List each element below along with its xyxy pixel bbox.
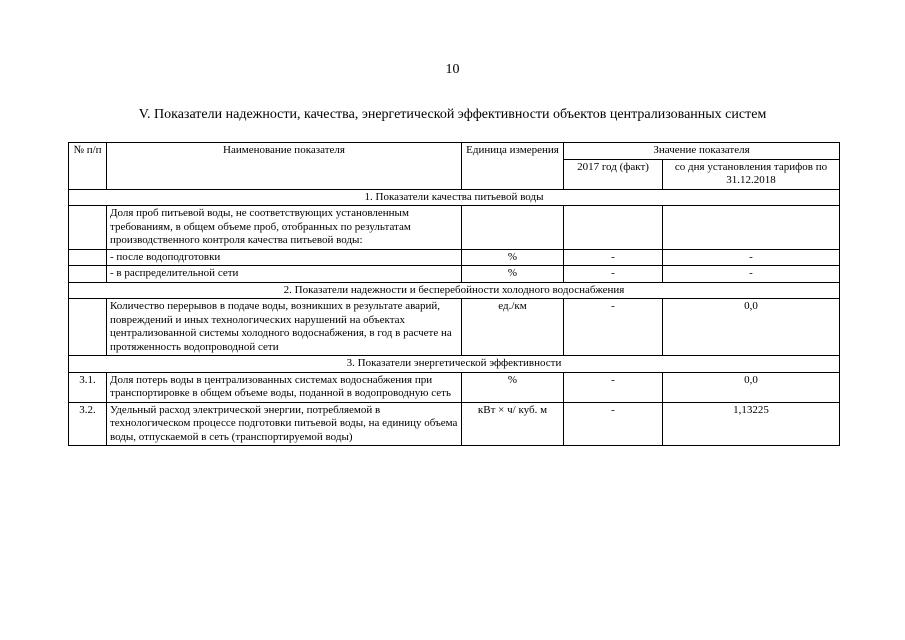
- indicator-unit: кВт × ч/ куб. м: [462, 402, 564, 446]
- value-2017: -: [564, 299, 663, 356]
- indicator-name: Удельный расход электрической энергии, потребляемой в технологическом процессе подготовки питьевой воды, на единицу объема воды, отпускаемой в сеть (транспортируемой воды): [107, 402, 462, 446]
- table-row: [69, 249, 840, 266]
- value-tariff: -: [663, 266, 840, 283]
- indicator-name: Количество перерывов в подаче воды, возникших в результате аварий, повреждений и иных технологических нарушений на объектах централизованной системы холодного водоснабжения, в год в расчете на протяженность водопроводной сети: [107, 299, 462, 356]
- value-2017: -: [564, 249, 663, 266]
- group-row: [69, 189, 840, 206]
- header-value-2017: 2017 год (факт): [564, 159, 663, 189]
- header-value-tariff: со дня установления тарифов по 31.12.2018: [663, 159, 840, 189]
- group-title: 1. Показатели качества питьевой воды: [69, 189, 840, 206]
- row-number: 3.1.: [69, 372, 107, 402]
- table-row: [69, 266, 840, 283]
- value-tariff: 0,0: [663, 299, 840, 356]
- indicator-name: - после водоподготовки: [107, 249, 462, 266]
- value-tariff: -: [663, 249, 840, 266]
- indicator-unit: %: [462, 266, 564, 283]
- indicator-unit: ед./км: [462, 299, 564, 356]
- value-tariff: 0,0: [663, 372, 840, 402]
- table-header-row: [69, 143, 840, 160]
- indicator-name: Доля проб питьевой воды, не соответствующих установленным требованиям, в общем объеме проб, отобранных по результатам производственного контроля качества питьевой воды:: [107, 206, 462, 250]
- section-title: V. Показатели надежности, качества, энергетической эффективности объектов централизованных систем: [138, 107, 767, 122]
- table-row: [69, 299, 840, 356]
- indicators-table: [68, 142, 840, 446]
- header-name: Наименование показателя: [107, 143, 462, 190]
- indicator-name: - в распределительной сети: [107, 266, 462, 283]
- table-row: [69, 372, 840, 402]
- header-unit: Единица измерения: [462, 143, 564, 190]
- header-value: Значение показателя: [564, 143, 840, 160]
- value-2017: -: [564, 266, 663, 283]
- value-2017: -: [564, 402, 663, 446]
- group-title: 3. Показатели энергетической эффективности: [69, 356, 840, 373]
- group-title: 2. Показатели надежности и бесперебойности холодного водоснабжения: [69, 282, 840, 299]
- table-row: [69, 206, 840, 250]
- indicator-unit: %: [462, 372, 564, 402]
- value-2017: -: [564, 372, 663, 402]
- page-number: 10: [445, 62, 460, 77]
- header-num: № п/п: [69, 143, 107, 190]
- indicator-name: Доля потерь воды в централизованных системах водоснабжения при транспортировке в общем объеме воды, поданной в водопроводную сеть: [107, 372, 462, 402]
- table-row: [69, 402, 840, 446]
- group-row: [69, 282, 840, 299]
- value-tariff: 1,13225: [663, 402, 840, 446]
- indicator-unit: %: [462, 249, 564, 266]
- row-number: 3.2.: [69, 402, 107, 446]
- group-row: [69, 356, 840, 373]
